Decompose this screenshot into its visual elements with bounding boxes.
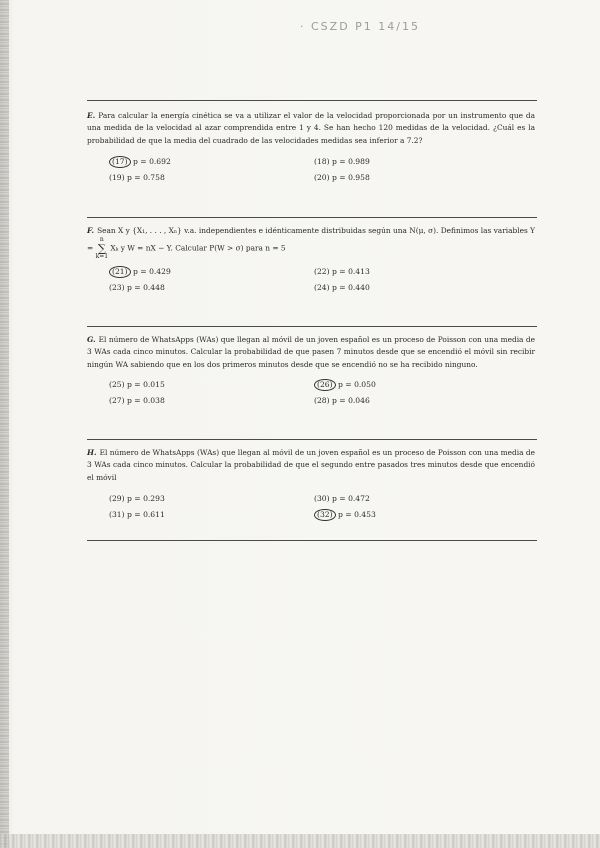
divider: [87, 100, 537, 101]
divider: [87, 540, 537, 541]
answer-option[interactable]: (17) p = 0.692: [109, 156, 314, 168]
answer-option[interactable]: (23) p = 0.448: [109, 283, 165, 293]
option-number-selected: (26): [314, 379, 336, 391]
answer-option[interactable]: (29) p = 0.293: [109, 494, 165, 504]
question-text: E. Para calcular la energía cinética se va a utilizar el valor de la velocidad proporcionada por un instrumento que da una medida de la velocidad al azar comprendida entre 1 y 4. Se han hecho 120 medidas de la velocidad. ¿Cuál es la probabilidad de que la media del cuadrado de las velocidades medidas sea inferior a 7.2?: [87, 111, 535, 145]
option-number: (18): [314, 157, 330, 167]
question-letter: E.: [87, 111, 96, 120]
answer-option[interactable]: (25) p = 0.015: [109, 380, 165, 390]
option-number: (28): [314, 396, 330, 406]
answer-options: [109, 493, 535, 521]
question-f: [87, 225, 535, 294]
option-number: (24): [314, 283, 330, 293]
scan-left-edge: [0, 0, 9, 848]
divider: [87, 326, 537, 327]
option-number: (29): [109, 494, 125, 504]
option-number: (25): [109, 380, 125, 390]
answer-option[interactable]: (26) p = 0.050: [314, 379, 519, 391]
option-number: (30): [314, 494, 330, 504]
question-h: [87, 447, 535, 521]
answer-option[interactable]: (22) p = 0.413: [314, 267, 370, 277]
answer-option[interactable]: (31) p = 0.611: [109, 510, 165, 520]
answer-option[interactable]: (20) p = 0.958: [314, 173, 370, 183]
option-number-selected: (17): [109, 156, 131, 168]
answer-options: [109, 266, 535, 294]
answer-options: [109, 379, 535, 407]
option-number: (27): [109, 396, 125, 406]
question-e: [87, 110, 535, 184]
question-g: [87, 334, 535, 407]
divider: [87, 217, 537, 218]
answer-option[interactable]: (28) p = 0.046: [314, 396, 370, 406]
answer-option[interactable]: (27) p = 0.038: [109, 396, 165, 406]
option-number-selected: (32): [314, 509, 336, 521]
summation: n ∑ k=1: [95, 236, 109, 261]
answer-option[interactable]: (24) p = 0.440: [314, 283, 370, 293]
option-number-selected: (21): [109, 266, 131, 278]
option-number: (19): [109, 173, 125, 183]
scan-bottom-edge: [0, 834, 600, 848]
answer-option[interactable]: (19) p = 0.758: [109, 173, 165, 183]
question-letter: F.: [87, 226, 95, 235]
answer-option[interactable]: (21) p = 0.429: [109, 266, 314, 278]
handwritten-note: · CSZD P1 14/15: [300, 20, 420, 33]
question-text: G. El número de WhatsApps (WAs) que llegan al móvil de un joven español es un proceso de Poisson con una media de 3 WAs cada cinco minutos. Calcular la probabilidad de que pasen 7 minutos desde que se encendió el móvil sin recibir ningún WA sabiendo que en los dos primeros minutos desde que se encendió no se ha recibido ninguno.: [87, 335, 535, 369]
answer-option[interactable]: (18) p = 0.989: [314, 157, 370, 167]
divider: [87, 439, 537, 440]
option-number: (31): [109, 510, 125, 520]
question-letter: H.: [87, 448, 97, 457]
question-letter: G.: [87, 335, 96, 344]
answer-options: [109, 156, 535, 184]
option-number: (20): [314, 173, 330, 183]
answer-option[interactable]: (30) p = 0.472: [314, 494, 370, 504]
option-number: (23): [109, 283, 125, 293]
option-number: (22): [314, 267, 330, 277]
question-text: F. Sean X y {X₁, . . . , Xₙ} v.a. independientes e idénticamente distribuidas según una N(μ, σ). Definimos las variables Y = n ∑ k=1 Xₖ y W = nX − Y. Calcular P(W > σ) para n = 5: [87, 226, 535, 261]
answer-option[interactable]: (32) p = 0.453: [314, 509, 519, 521]
question-text: H. El número de WhatsApps (WAs) que llegan al móvil de un joven español es un proceso de Poisson con una media de 3 WAs cada cinco minutos. Calcular la probabilidad de que el segundo entre pasados tres minutos desde que encendió el móvil: [87, 448, 535, 482]
